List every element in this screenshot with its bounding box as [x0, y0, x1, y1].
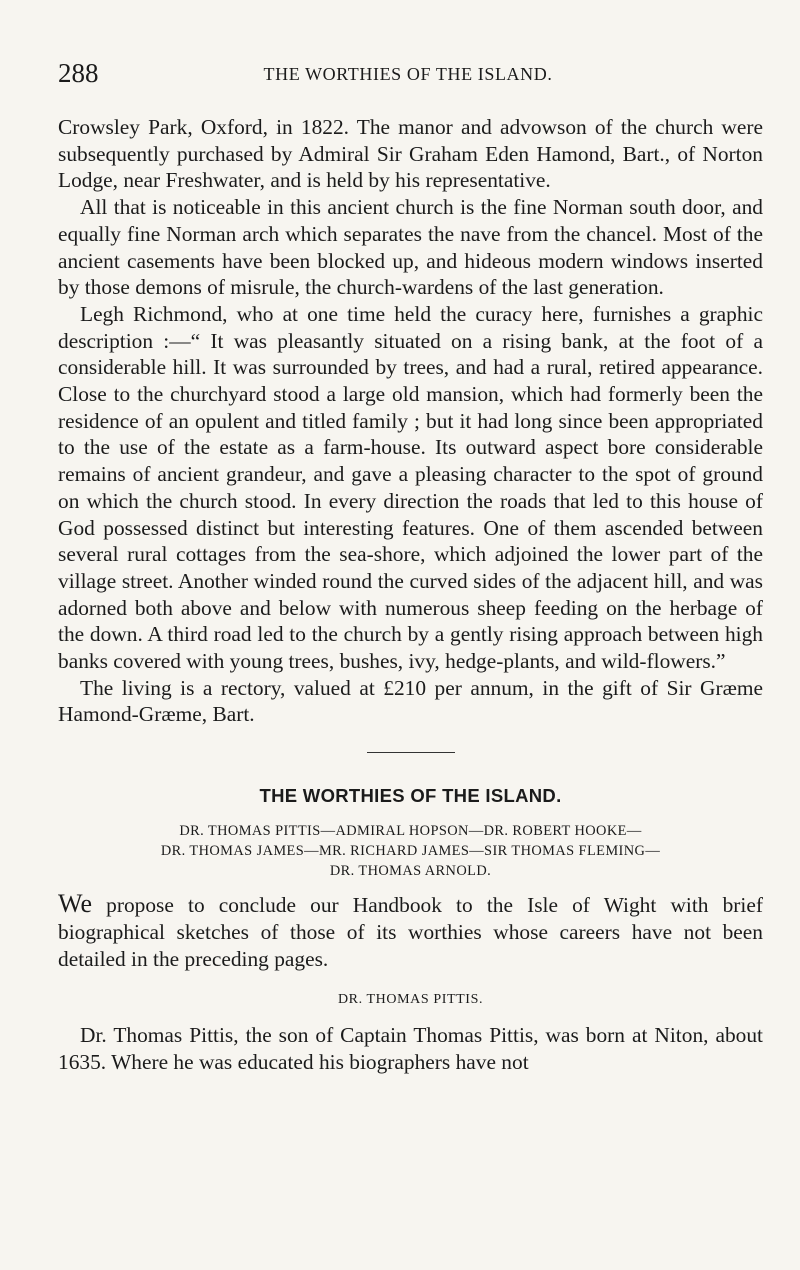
- section-contents: [58, 821, 763, 881]
- running-head: THE WORTHIES OF THE ISLAND.: [263, 64, 553, 84]
- contents-line: DR. THOMAS JAMES—MR. RICHARD JAMES—SIR THOMAS FLEMING—: [160, 843, 661, 860]
- paragraph-pittis: Dr. Thomas Pittis, the son of Captain Thomas Pittis, was born at Niton, about 1635. Where he was educated his biographers have not: [58, 1023, 763, 1074]
- page-body: [58, 114, 763, 1076]
- section-title: THE WORTHIES OF THE ISLAND.: [259, 785, 562, 807]
- section-divider: [367, 752, 455, 753]
- page-header: [58, 58, 758, 88]
- contents-line: DR. THOMAS ARNOLD.: [329, 863, 492, 880]
- paragraph-living: The living is a rectory, valued at £210 per annum, in the gift of Sir Græme Hamond-Græme, Bart.: [58, 675, 763, 727]
- intro-text: propose to conclude our Handbook to the Isle of Wight with brief biographical sketches of those of its worthies whose careers have not been detailed in the preceding pages.: [58, 893, 763, 971]
- contents-line: DR. THOMAS PITTIS—ADMIRAL HOPSON—DR. ROBERT HOOKE—: [179, 823, 642, 840]
- page-number: 288: [58, 58, 99, 88]
- paragraph-norman-door: All that is noticeable in this ancient church is the fine Norman south door, and equally fine Norman arch which separates the nave from the chancel. Most of the ancient casements have been blocked up, and hideous modern windows inserted by those demons of misrule, the church-wardens of the last generation.: [58, 195, 763, 300]
- paragraph-legh-richmond: Legh Richmond, who at one time held the curacy here, furnishes a graphic description :—“ It was pleasantly situated on a rising bank, at the foot of a considerable hill. It was surrounded by trees, and had a rural, retired appearance. Close to the churchyard stood a large old mansion, which had formerly been the residence of an opulent and titled family ; but it had long since been appropriated to the use of the estate as a farm-house. Its outward aspect bore considerable remains of ancient grandeur, and gave a pleasing character to the spot of ground on which the church stood. In every direction the roads that led to this house of God possessed distinct but interesting features. One of them ascended between several rural cottages from the sea-shore, which adjoined the lower part of the village street. Another winded round the curved sides of the adjacent hill, and was adorned both above and below with numerous sheep feeding on the herbage of the down. A third road led to the church by a gently rising approach between high banks covered with young trees, bushes, ivy, hedge-plants, and wild-flowers.”: [58, 301, 763, 674]
- subhead-pittis: DR. THOMAS PITTIS.: [337, 992, 484, 1008]
- intro-lead-word: We: [58, 889, 92, 919]
- paragraph-crowsley: Crowsley Park, Oxford, in 1822. The manor and advowson of the church were subsequently purchased by Admiral Sir Graham Eden Hamond, Bart., of Norton Lodge, near Freshwater, and is held by his representative.: [58, 115, 763, 193]
- section-intro: [58, 891, 763, 972]
